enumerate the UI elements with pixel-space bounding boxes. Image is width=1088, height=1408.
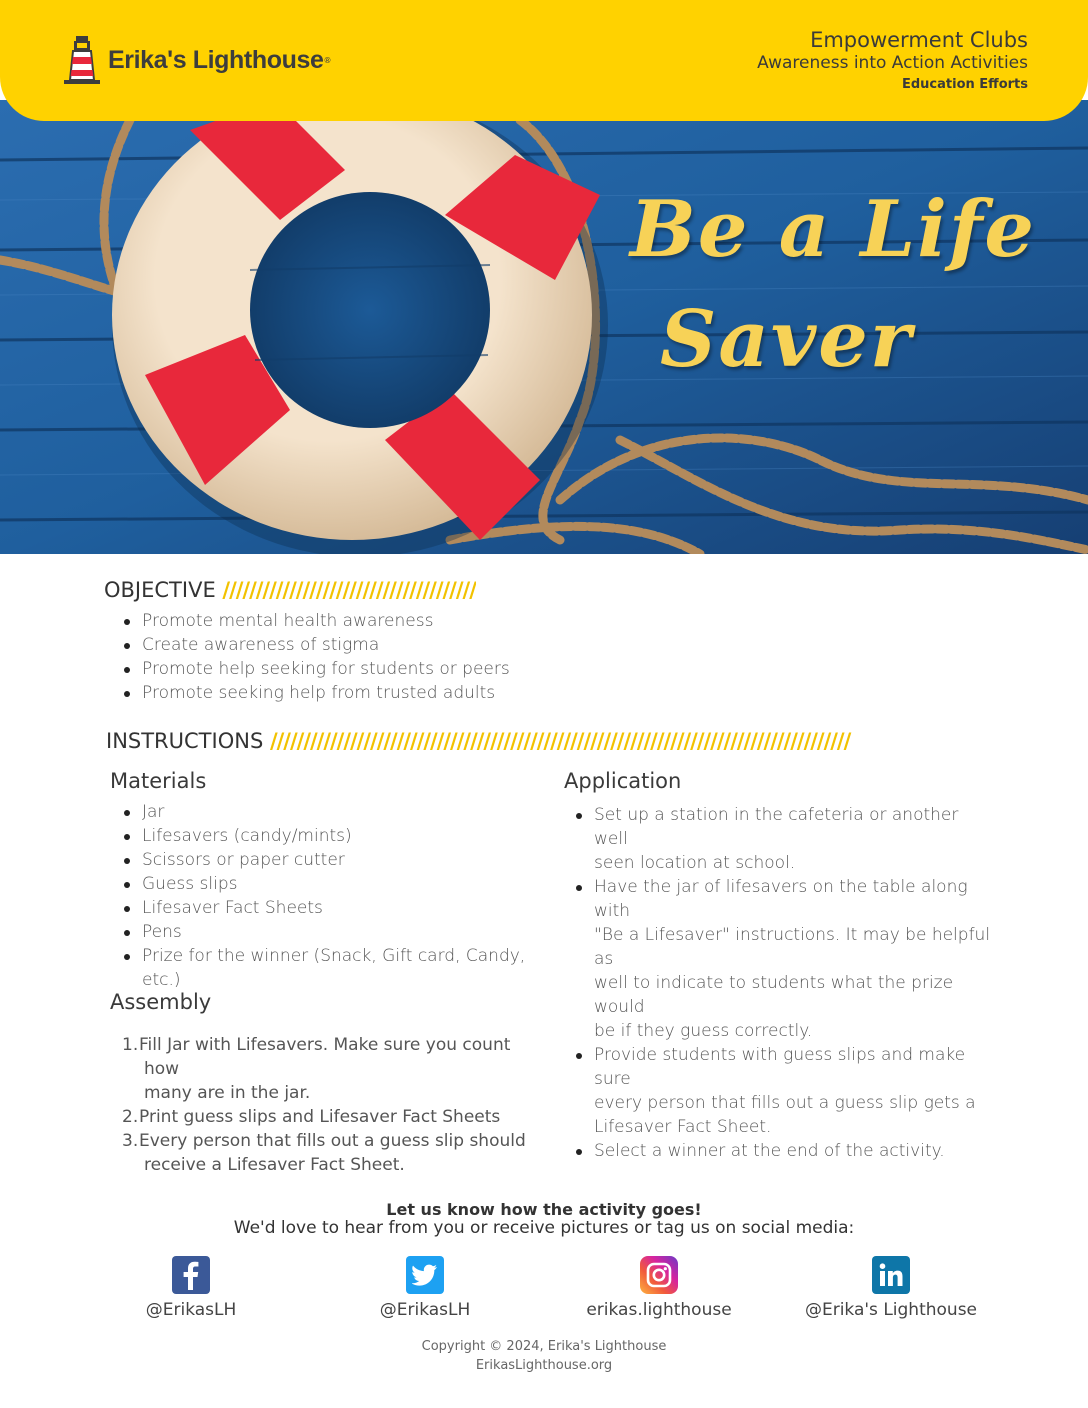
page-header <box>0 0 1088 121</box>
objective-item: Create awareness of stigma <box>142 633 742 657</box>
application-step: Have the jar of lifesavers on the table along with "Be a Lifesaver" instructions. It may be helpful as well to indicate to students what the prize would be if they guess correctly. <box>594 875 994 1043</box>
hero-title-line1: Be a Life <box>630 184 1037 275</box>
material-item: Scissors or paper cutter <box>142 848 562 872</box>
social-instagram[interactable] <box>559 1256 759 1320</box>
assembly-step: 3. Every person that fills out a guess slip should receive a Lifesaver Fact Sheet. <box>122 1131 526 1175</box>
application-step: Select a winner at the end of the activity. <box>594 1139 994 1163</box>
objective-divider: ////////////////////////////////////// <box>222 578 476 602</box>
copyright: Copyright © 2024, Erika's Lighthouse <box>421 1339 667 1354</box>
objective-heading: OBJECTIVE ////////////////////////////////////// <box>104 578 476 602</box>
application-heading: Application <box>564 769 682 793</box>
material-item: Pens <box>142 920 562 944</box>
materials-list <box>142 800 562 992</box>
material-item: Lifesavers (candy/mints) <box>142 824 562 848</box>
objective-item: Promote seeking help from trusted adults <box>142 681 742 705</box>
social-facebook[interactable] <box>91 1256 291 1320</box>
assembly-list <box>122 1033 544 1177</box>
instagram-icon[interactable] <box>640 1256 678 1294</box>
objective-item: Promote mental health awareness <box>142 609 742 633</box>
header-titles <box>757 28 1028 94</box>
materials-heading: Materials <box>110 769 207 793</box>
linkedin-handle[interactable]: @Erika's Lighthouse <box>804 1300 978 1320</box>
website-link[interactable]: ErikasLighthouse.org <box>475 1358 613 1373</box>
header-category: Education Efforts <box>901 77 1028 92</box>
header-activity-type: Awareness into Action Activities <box>757 53 1028 73</box>
assembly-step: 2. Print guess slips and Lifesaver Fact Sheets <box>122 1107 501 1127</box>
logo-text: Erika's Lighthouse <box>108 45 324 74</box>
instructions-divider: /////////////////////////////////////////////////////////////////////////////////////// <box>269 729 851 753</box>
application-step: Set up a station in the cafeteria or another well seen location at school. <box>594 803 994 875</box>
material-item: Guess slips <box>142 872 562 896</box>
hero-title-line2: Saver <box>660 294 913 385</box>
facebook-handle[interactable]: @ErikasLH <box>145 1300 237 1320</box>
logo[interactable]: Erika's Lighthouse ® <box>62 34 331 86</box>
social-twitter[interactable] <box>325 1256 525 1320</box>
social-linkedin[interactable] <box>791 1256 991 1320</box>
cta-heading: Let us know how the activity goes! <box>386 1200 702 1219</box>
hero-image <box>0 100 1088 554</box>
cta-text: We'd love to hear from you or receive pictures or tag us on social media: <box>233 1218 855 1238</box>
objective-list <box>142 609 742 705</box>
lifebuoy-illustration <box>0 100 1088 554</box>
material-item: Lifesaver Fact Sheets <box>142 896 562 920</box>
instagram-handle[interactable]: erikas.lighthouse <box>586 1300 732 1320</box>
lighthouse-icon <box>62 34 102 86</box>
twitter-icon[interactable] <box>406 1256 444 1294</box>
material-item: Jar <box>142 800 562 824</box>
instructions-heading: INSTRUCTIONS /////////////////////////////////////////////////////////////////////////////////////// <box>106 729 851 753</box>
facebook-icon[interactable] <box>172 1256 210 1294</box>
application-step: Provide students with guess slips and make sure every person that fills out a guess slip gets a Lifesaver Fact Sheet. <box>594 1043 994 1139</box>
twitter-handle[interactable]: @ErikasLH <box>379 1300 471 1320</box>
assembly-heading: Assembly <box>110 990 212 1014</box>
objective-item: Promote help seeking for students or peers <box>142 657 742 681</box>
material-item: Prize for the winner (Snack, Gift card, Candy, etc.) <box>142 944 562 992</box>
assembly-step: 1. Fill Jar with Lifesavers. Make sure you count how many are in the jar. <box>122 1035 511 1103</box>
header-program: Empowerment Clubs <box>810 28 1028 52</box>
application-list <box>594 803 994 1163</box>
linkedin-icon[interactable] <box>872 1256 910 1294</box>
